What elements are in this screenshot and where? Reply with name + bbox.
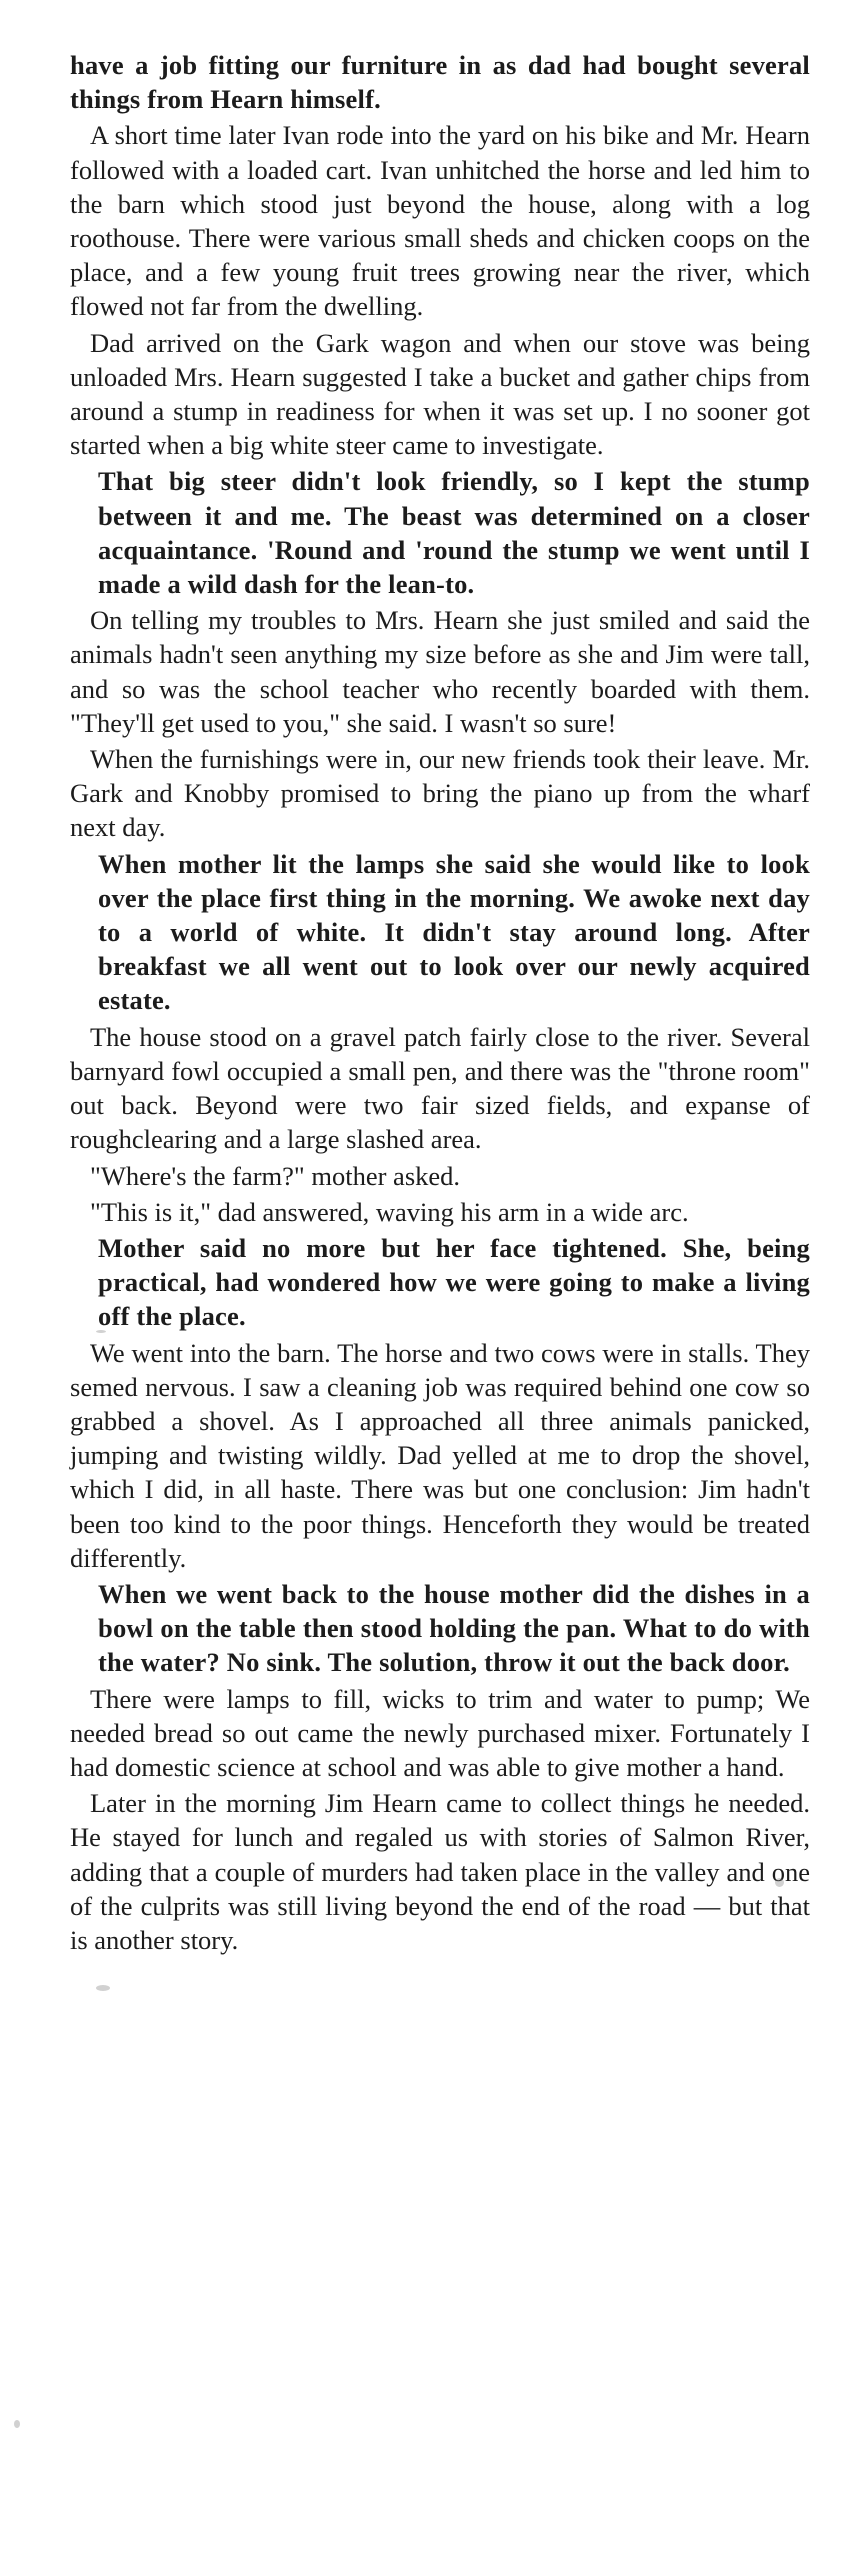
article-paragraph: have a job fitting our furniture in as dad had bought several things from Hearn himself. bbox=[70, 50, 810, 115]
scan-speck bbox=[14, 2420, 20, 2428]
article-paragraph: Dad arrived on the Gark wagon and when our stove was being unloaded Mrs. Hearn suggested I take a bucket and gather chips from around a stump in readiness for when it was set up. I no sooner got started when a big white steer came to investigate. bbox=[70, 327, 810, 461]
article-paragraph: We went into the barn. The horse and two cows were in stalls. They semed nervous. I saw a cleaning job was required behind one cow so grabbed a shovel. As I approached all three animals panicked, jumping and twisting wildly. Dad yelled at me to drop the shovel, which I did, in all haste. There was but one conclusion: Jim hadn't been too kind to the poor things. Henceforth they would be treated differently. bbox=[70, 1337, 810, 1573]
article-paragraph: When we went back to the house mother did the dishes in a bowl on the table then stood holding the pan. What to do with the water? No sink. The solution, throw it out the back door. bbox=[98, 1578, 810, 1678]
article-paragraph: There were lamps to fill, wicks to trim and water to pump; We needed bread so out came the newly purchased mixer. Fortunately I had domestic science at school and was able to give mother a hand. bbox=[70, 1683, 810, 1782]
article-paragraph: On telling my troubles to Mrs. Hearn she just smiled and said the animals hadn't seen anything my size before as she and Jim were tall, and so was the school teacher who recently boarded with them. "They'll get used to you," she said. I wasn't so sure! bbox=[70, 605, 810, 738]
article-paragraph: "Where's the farm?" mother asked. bbox=[90, 1160, 461, 1191]
article-column bbox=[70, 48, 810, 1959]
article-paragraph: Later in the morning Jim Hearn came to collect things he needed. He stayed for lunch and regaled us with stories of Salmon River, adding that a couple of murders had taken place in the valley and one of the culprits was still living beyond the end of the road — but that is another story. bbox=[70, 1788, 810, 1955]
article-paragraph: That big steer didn't look friendly, so I kept the stump between it and me. The beast was determined on a closer acquaintance. 'Round and 'round the stump we went until I made a wild dash for the lean-to. bbox=[98, 466, 810, 600]
article-paragraph: "This is it," dad answered, waving his arm in a wide arc. bbox=[90, 1196, 689, 1227]
article-paragraph: The house stood on a gravel patch fairly close to the river. Several barnyard fowl occupied a small pen, and there was the "throne room" out back. Beyond were two fair sized fields, and expanse of roughclearing and a large slashed area. bbox=[70, 1021, 810, 1155]
article-paragraph: A short time later Ivan rode into the yard on his bike and Mr. Hearn followed with a loaded cart. Ivan unhitched the horse and led him to the barn which stood just beyond the house, along with a log roothouse. There were various small sheds and chicken coops on the place, and a few young fruit trees growing near the river, which flowed not far from the dwelling. bbox=[70, 120, 810, 322]
article-paragraph: When the furnishings were in, our new friends took their leave. Mr. Gark and Knobby promised to bring the piano up from the wharf next day. bbox=[70, 744, 810, 843]
scan-speck bbox=[775, 1878, 784, 1887]
scan-speck bbox=[96, 1330, 106, 1333]
article-paragraph: Mother said no more but her face tightened. She, being practical, had wondered how we were going to make a living off the place. bbox=[98, 1232, 810, 1332]
article-paragraph: When mother lit the lamps she said she would like to look over the place first thing in the morning. We awoke next day to a world of white. It didn't stay around long. After breakfast we all went out to look over our newly acquired estate. bbox=[98, 848, 810, 1016]
scan-speck bbox=[96, 1985, 110, 1991]
